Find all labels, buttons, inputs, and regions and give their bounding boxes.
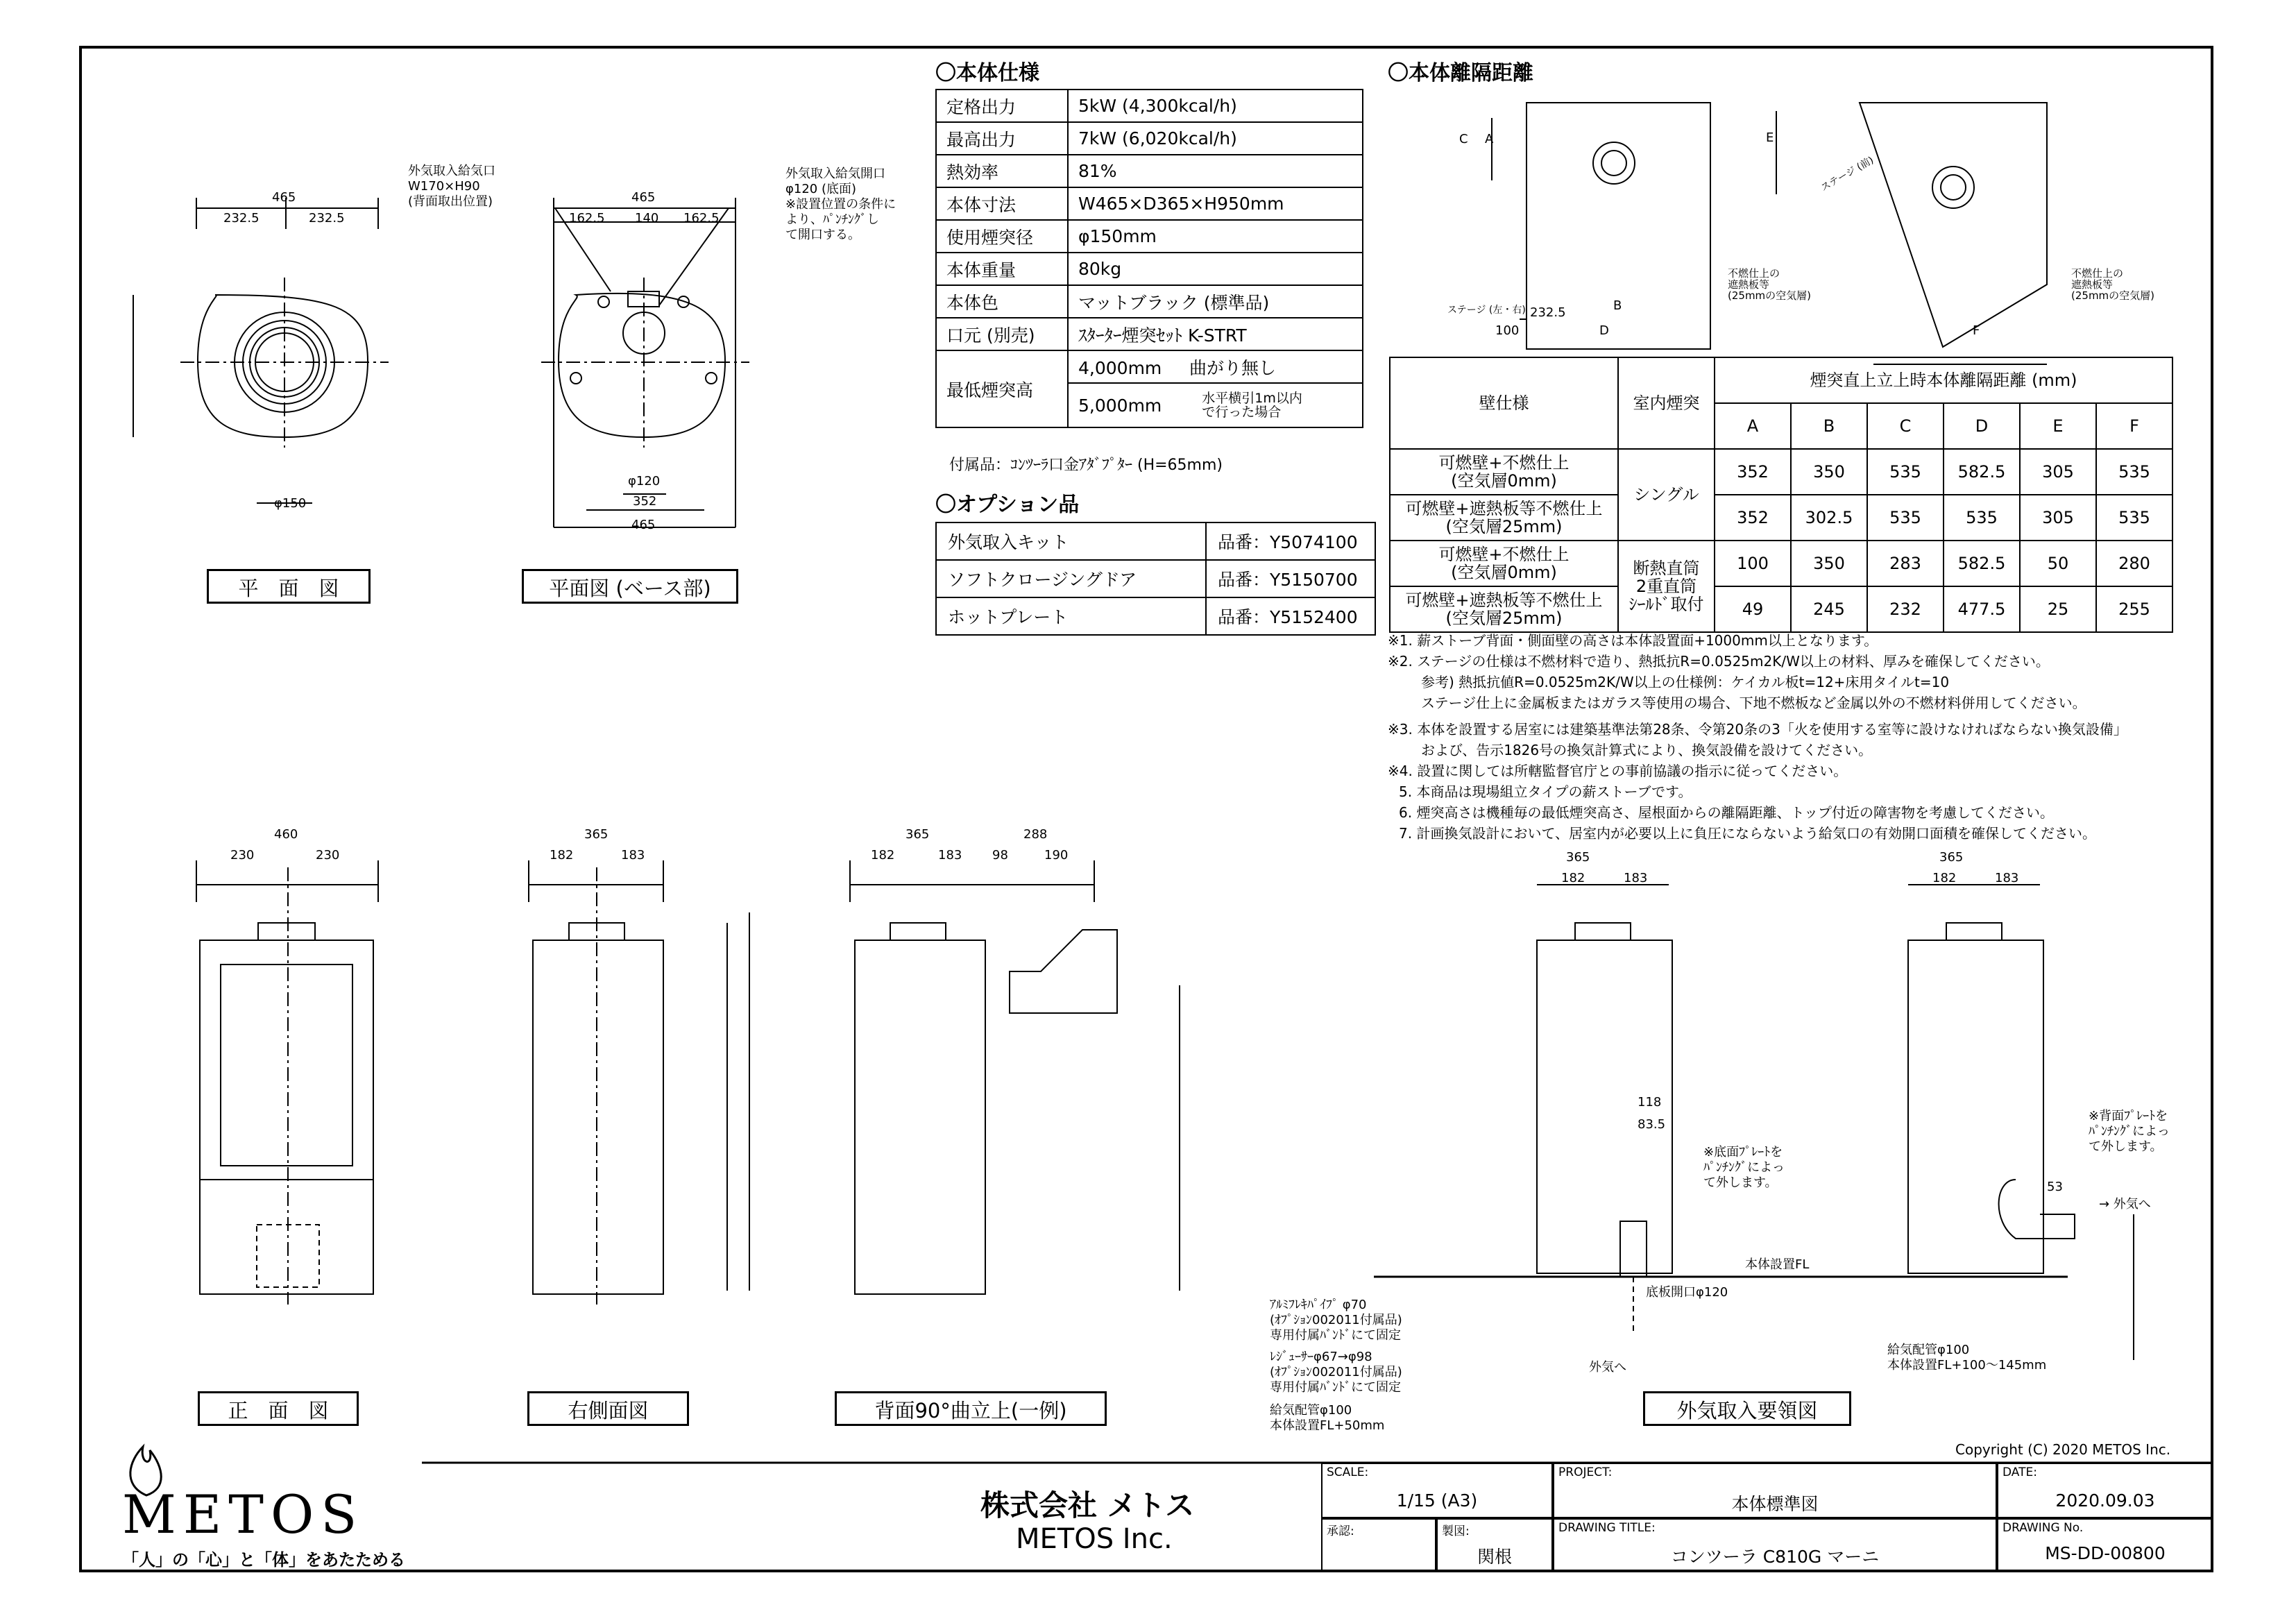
- option-name: 外気取入キット: [936, 522, 1206, 560]
- spec-key: 本体寸法: [936, 187, 1068, 220]
- value-cell: 535: [2096, 449, 2172, 495]
- spec-row: [936, 318, 1363, 350]
- option-name: ソフトクロージングドア: [936, 560, 1206, 597]
- dim-label: 365: [905, 827, 930, 842]
- nonflam-note-right: 不燃仕上の 遮熱板等 (25mmの空気層): [2071, 267, 2155, 302]
- dim-label: 190: [1044, 848, 1069, 863]
- spec-value: 80kg: [1068, 253, 1363, 285]
- value-cell: 352: [1715, 449, 1791, 495]
- dim-label: 230: [230, 848, 255, 863]
- spec-row: [936, 285, 1363, 318]
- value-cell: 302.5: [1791, 495, 1867, 541]
- chimney-double: 断熱直筒 2重直筒 ｼｰﾙﾄﾞ取付: [1618, 541, 1715, 632]
- stage-front-label: ステージ (前): [1819, 154, 1876, 194]
- col-header: D: [1944, 403, 2020, 449]
- front-view-label: 正 面 図: [198, 1391, 359, 1426]
- spec-key: 最高出力: [936, 122, 1068, 155]
- date-cell: DATE: 2020.09.03: [1997, 1463, 2213, 1518]
- value-cell: 535: [2096, 495, 2172, 541]
- dim-label: 183: [621, 848, 645, 863]
- dim-label: 83.5: [1638, 1117, 1666, 1132]
- table-row: [1390, 495, 2172, 541]
- dim-label: φ150: [274, 496, 307, 511]
- spec-value: 7kW (6,020kcal/h): [1068, 122, 1363, 155]
- distance-table: [1389, 357, 2173, 633]
- note: ※4. 設置に関しては所轄監督官庁との事前協議の指示に従ってください。: [1388, 763, 1848, 779]
- drawing-title-cell: DRAWING TITLE: コンツーラ C810G マーニ: [1553, 1518, 1997, 1572]
- floor-label: 本体設置FL: [1745, 1257, 1810, 1272]
- right-side-view: [529, 860, 749, 1305]
- value-cell: 582.5: [1944, 449, 2020, 495]
- dim-label: 100: [1495, 323, 1520, 338]
- value-cell: 100: [1715, 541, 1791, 586]
- dim-label: 162.5: [683, 211, 720, 226]
- spec-value: ｽﾀｰﾀｰ煙突ｾｯﾄ K-STRT: [1068, 318, 1363, 350]
- value-cell: 350: [1791, 449, 1867, 495]
- intake-top-note: 外気取入給気口 W170×H90 (背面取出位置): [408, 164, 495, 209]
- front-view: [196, 860, 378, 1305]
- intake-bottom-note: 外気取入給気開口 φ120 (底面) ※設置位置の条件に より、ﾊﾟﾝﾁﾝｸﾞし て開口する。: [785, 167, 896, 242]
- drawing-no-cell: DRAWING No. MS-DD-00800: [1997, 1518, 2213, 1572]
- spec-key: 本体重量: [936, 253, 1068, 285]
- notes-block: [1388, 630, 2127, 844]
- spec-row: [936, 220, 1363, 253]
- note: 参考) 熱抵抗値R=0.0525m2K/W以上の仕様例：ケイカル板t=12+床用タイルt=10: [1421, 674, 1950, 690]
- dim-label: 183: [1624, 871, 1648, 885]
- dim-label: 288: [1023, 827, 1048, 842]
- min-height-row1-value: 4,000mm: [1078, 357, 1162, 378]
- col-header: A: [1715, 403, 1791, 449]
- dim-label: 230: [316, 848, 340, 863]
- value-cell: 280: [2096, 541, 2172, 586]
- dim-label: 182: [1561, 871, 1585, 885]
- option-row: [936, 522, 1375, 560]
- spec-row: [936, 122, 1363, 155]
- dim-label: 140: [635, 211, 659, 226]
- value-cell: 477.5: [1944, 586, 2020, 632]
- note: ステージ仕上に金属板またはガラス等使用の場合、下地不燃板など金属以外の不燃材料併用してください。: [1421, 695, 2086, 711]
- alu-pipe-note: ｱﾙﾐﾌﾚｷﾊﾟｲﾌﾟ φ70 (ｵﾌﾟｼｮﾝ002011付属品) 専用付属ﾊﾞﾝﾄﾞにて固定: [1270, 1298, 1402, 1343]
- col-header: C: [1867, 403, 1944, 449]
- floor-hole-label: 底板開口φ120: [1646, 1285, 1728, 1300]
- note: ※2. ステージの仕様は不燃材料で造り、熱抵抗R=0.0525m2K/W以上の材料、厚みを確保してください。: [1388, 653, 2050, 670]
- spec-key: 定格出力: [936, 90, 1068, 122]
- dim-label: 365: [1939, 850, 1964, 865]
- spec-row: [936, 187, 1363, 220]
- option-code: 品番：Y5150700: [1206, 560, 1375, 597]
- value-cell: 350: [1791, 541, 1867, 586]
- intake-view-label: 外気取入要領図: [1643, 1391, 1851, 1426]
- min-height-row1: [1068, 350, 1363, 383]
- right-view-label: 右側面図: [527, 1391, 689, 1426]
- plan-view-label: 平 面 図: [207, 569, 371, 604]
- value-cell: 245: [1791, 586, 1867, 632]
- note: および、告示1826号の換気計算式により、換気設備を設けてください。: [1421, 742, 1873, 758]
- dim-label: 183: [1995, 871, 2019, 885]
- outside-air-arrow-label: → 外気へ: [2099, 1197, 2151, 1212]
- stage-side-label: ステージ (左・右): [1447, 305, 1526, 316]
- dim-label: D: [1599, 323, 1609, 338]
- dim-label: 365: [1566, 850, 1590, 865]
- dim-label: 465: [631, 190, 656, 205]
- dim-label: 460: [274, 827, 298, 842]
- plan-view: [133, 198, 389, 503]
- dim-label: 182: [550, 848, 574, 863]
- dim-label: B: [1613, 298, 1622, 313]
- accessory-note: 付属品：ｺﾝﾂｰﾗ口金ｱﾀﾞﾌﾟﾀｰ (H=65mm): [949, 457, 1223, 474]
- spec-value: 5kW (4,300kcal/h): [1068, 90, 1363, 122]
- dim-label: A: [1485, 132, 1494, 146]
- dim-label: 53: [2047, 1180, 2063, 1194]
- min-height-label: 最低煙突高: [936, 350, 1068, 427]
- nonflam-note-left: 不燃仕上の 遮熱板等 (25mmの空気層): [1728, 267, 1812, 302]
- value-cell: 352: [1715, 495, 1791, 541]
- dim-label: 352: [633, 494, 657, 509]
- dim-label: 232.5: [1530, 305, 1566, 320]
- note: ※1. 薪ストーブ背面・側面壁の高さは本体設置面+1000mm以上となります。: [1388, 632, 1878, 649]
- dim-label: 118: [1638, 1095, 1662, 1110]
- col-header: E: [2020, 403, 2096, 449]
- value-cell: 50: [2020, 541, 2096, 586]
- min-height-row2-note-b: で行った場合: [1202, 405, 1282, 420]
- dim-label: 465: [631, 518, 656, 532]
- dim-label: 183: [938, 848, 962, 863]
- spec-value: 81%: [1068, 155, 1363, 187]
- value-cell: 283: [1867, 541, 1944, 586]
- col-header: B: [1791, 403, 1867, 449]
- option-code: 品番：Y5074100: [1206, 522, 1375, 560]
- option-code: 品番：Y5152400: [1206, 597, 1375, 635]
- back-view: [850, 860, 1180, 1294]
- option-row: [936, 597, 1375, 635]
- copyright: Copyright (C) 2020 METOS Inc.: [1955, 1441, 2171, 1458]
- approve-cell: 承認:: [1321, 1518, 1436, 1572]
- reducer-note: ﾚｼﾞｭｰｻｰφ67→φ98 (ｵﾌﾟｼｮﾝ002011付属品) 専用付属ﾊﾞﾝﾄﾞにて固定: [1270, 1350, 1402, 1395]
- min-height-row2: [1068, 383, 1363, 427]
- spec-key: 口元 (別売): [936, 318, 1068, 350]
- dim-label: 182: [1932, 871, 1957, 885]
- value-cell: 535: [1944, 495, 2020, 541]
- dim-label: 365: [584, 827, 609, 842]
- spec-key: 本体色: [936, 285, 1068, 318]
- dim-label: 98: [992, 848, 1008, 863]
- table-row: [1390, 541, 2172, 586]
- dim-label: 182: [871, 848, 895, 863]
- col-header: F: [2096, 403, 2172, 449]
- value-cell: 255: [2096, 586, 2172, 632]
- wall-cell: 可燃壁+不燃仕上 (空気層0mm): [1390, 541, 1618, 586]
- option-section-title: 〇オプション品: [935, 493, 1080, 517]
- value-cell: 535: [1867, 495, 1944, 541]
- intake-view-bottom: [1374, 885, 2068, 1332]
- table-row: [1390, 586, 2172, 632]
- supply-pipe-rear-note: 給気配管φ100 本体設置FL+100～145mm: [1887, 1343, 2047, 1373]
- back-plate-note: ※背面ﾌﾟﾚｰﾄを ﾊﾟﾝﾁﾝｸﾞによっ て外します。: [2089, 1109, 2170, 1154]
- supply-pipe-note: 給気配管φ100 本体設置FL+50mm: [1270, 1403, 1385, 1433]
- made-cell: 製図: 関根: [1436, 1518, 1553, 1572]
- spec-row: [936, 253, 1363, 285]
- spec-value: W465×D365×H950mm: [1068, 187, 1363, 220]
- dim-label: 465: [272, 190, 296, 205]
- dim-label: 232.5: [223, 211, 260, 226]
- company-name-jp: 株式会社 メトス: [980, 1488, 1195, 1522]
- spec-value: φ150mm: [1068, 220, 1363, 253]
- note: 5. 本商品は現場組立タイプの薪ストーブです。: [1399, 783, 1692, 800]
- col-wall-header: 壁仕様: [1390, 357, 1618, 449]
- wall-cell: 可燃壁+遮熱板等不燃仕上 (空気層25mm): [1390, 586, 1618, 632]
- logo-tagline: 「人」の「心」と「体」をあたためる: [122, 1550, 405, 1570]
- dim-label: 232.5: [309, 211, 345, 226]
- dim-label: φ120: [628, 474, 661, 488]
- project-cell: PROJECT: 本体標準図: [1553, 1463, 1997, 1518]
- plan-base-view-label: 平面図 (ベース部): [522, 569, 738, 604]
- back-view-label: 背面90°曲立上(一例): [835, 1391, 1107, 1426]
- col-group-header: 煙突直上立上時本体離隔距離 (mm): [1715, 357, 2172, 403]
- company-name-en: METOS Inc.: [1016, 1523, 1173, 1555]
- value-cell: 305: [2020, 449, 2096, 495]
- spec-row: [936, 155, 1363, 187]
- value-cell: 49: [1715, 586, 1791, 632]
- note: ※3. 本体を設置する居室には建築基準法第28条、令第20条の3「火を使用する室等に設けなければならない換気設備」: [1388, 721, 2127, 738]
- value-cell: 582.5: [1944, 541, 2020, 586]
- dim-label: C: [1459, 132, 1468, 146]
- min-height-row: [936, 350, 1363, 383]
- spec-value: マットブラック (標準品): [1068, 285, 1363, 318]
- min-height-row2-note: [1202, 391, 1302, 419]
- distance-section-title: 〇本体離隔距離: [1388, 61, 1533, 85]
- min-height-row1-note: 曲がり無し: [1189, 357, 1277, 378]
- min-height-row2-note-a: 水平横引1m以内: [1202, 391, 1302, 406]
- dim-label: F: [1973, 323, 1980, 338]
- scale-cell: SCALE: 1/15 (A3): [1321, 1463, 1553, 1518]
- value-cell: 305: [2020, 495, 2096, 541]
- spec-row: [936, 90, 1363, 122]
- dim-label: E: [1766, 130, 1774, 145]
- outside-air-label: 外気へ: [1589, 1360, 1626, 1375]
- wall-cell: 可燃壁+不燃仕上 (空気層0mm): [1390, 449, 1618, 495]
- bottom-plate-note: ※底面ﾌﾟﾚｰﾄを ﾊﾟﾝﾁﾝｸﾞによっ て外します。: [1703, 1145, 1785, 1190]
- spec-section-title: 〇本体仕様: [935, 61, 1039, 85]
- wall-cell: 可燃壁+遮熱板等不燃仕上 (空気層25mm): [1390, 495, 1618, 541]
- value-cell: 535: [1867, 449, 1944, 495]
- table-row: [1390, 449, 2172, 495]
- option-name: ホットプレート: [936, 597, 1206, 635]
- dim-label: 162.5: [569, 211, 605, 226]
- note: 7. 計画換気設計において、居室内が必要以上に負圧にならないよう給気口の有効開口面積を確保してください。: [1399, 825, 2097, 842]
- spec-key: 使用煙突径: [936, 220, 1068, 253]
- min-height-row2-value: 5,000mm: [1078, 395, 1162, 416]
- value-cell: 25: [2020, 586, 2096, 632]
- spec-table: [935, 89, 1363, 428]
- spec-key: 熱効率: [936, 155, 1068, 187]
- value-cell: 232: [1867, 586, 1944, 632]
- options-table: [935, 522, 1376, 636]
- option-row: [936, 560, 1375, 597]
- note: 6. 煙突高さは機種毎の最低煙突高さ、屋根面からの離隔距離、トップ付近の障害物を考慮してください。: [1399, 804, 2055, 821]
- chimney-single: シングル: [1618, 449, 1715, 541]
- col-chimney-header: 室内煙突: [1618, 357, 1715, 449]
- logo: METOS: [122, 1484, 364, 1545]
